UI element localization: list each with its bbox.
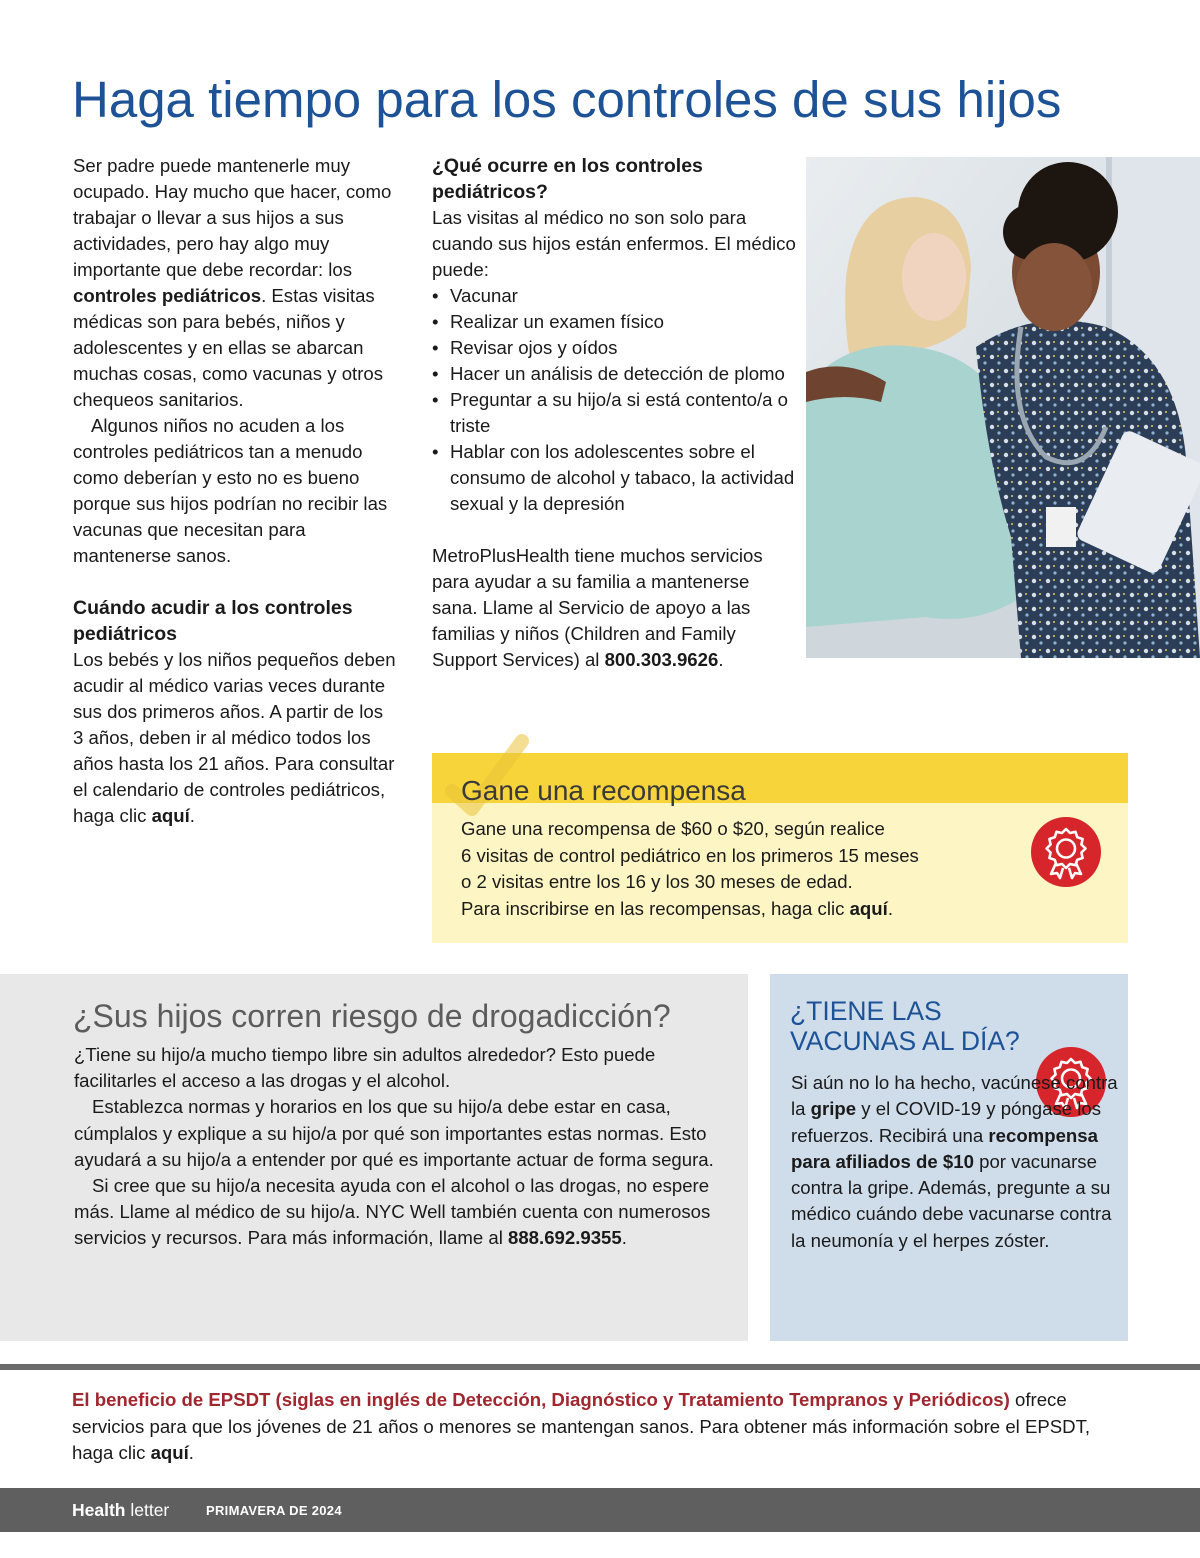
list-item: • Vacunar bbox=[432, 283, 797, 309]
when-to-go-paragraph: Los bebés y los niños pequeños deben acudir al médico varias veces durante sus dos primeros años. A partir de los 3 años, deben ir al médico todos los años hasta los 21 años. Para consultar el calendario de controles pediátricos, haga clic aquí. bbox=[73, 649, 396, 826]
list-item: • Revisar ojos y oídos bbox=[432, 335, 797, 361]
list-item: • Hablar con los adolescentes sobre el consumo de alcohol y tabaco, la actividad sexual y la depresión bbox=[432, 439, 797, 517]
divider bbox=[0, 1364, 1200, 1370]
issue-label: PRIMAVERA DE 2024 bbox=[206, 1503, 342, 1518]
vaccines-text: Si aún no lo ha hecho, vacúnese contra la gripe y el COVID-19 y póngase los refuerzos. Recibirá una recompensa para afiliados de $10 por vacunarse contra la gripe. Además, pregunte a su médico cuándo debe vacunarse contra la neumonía y el herpes zóster. bbox=[791, 1072, 1118, 1251]
checkups-emphasis: controles pediátricos bbox=[73, 285, 262, 306]
nyc-well-phone: 888.692.9355 bbox=[508, 1227, 622, 1249]
checkup-info-column bbox=[432, 153, 797, 673]
list-item: • Realizar un examen físico bbox=[432, 309, 797, 335]
page-title: Haga tiempo para los controles de sus hijos bbox=[72, 71, 1062, 128]
drug-risk-section bbox=[0, 974, 748, 1341]
metroplus-paragraph: MetroPlusHealth tiene muchos servicios para ayudar a su familia a mantenerse sana. Llame al Servicio de apoyo a las familias y niños (Children and Family Support Services) al 800.303.9626. bbox=[432, 545, 763, 670]
reward-callout bbox=[432, 753, 1128, 943]
member-reward-emphasis: recompensa para afiliados de $10 bbox=[791, 1124, 1098, 1172]
list-item: • Hacer un análisis de detección de plomo bbox=[432, 361, 797, 387]
schedule-link[interactable]: aquí bbox=[151, 805, 190, 826]
intro-paragraph: Ser padre puede mantenerle muy ocupado. Hay mucho que hacer, como trabajar o llevar a sus hijos a sus actividades, pero hay algo muy importante que debe recordar: los controles pediátricos. Estas visitas médicas son para bebés, niños y adolescentes y en ellas se abarcan muchas cosas, como vacunas y otros chequeos sanitarios. bbox=[73, 155, 392, 410]
reward-text: Gane una recompensa de $60 o $20, según realice 6 visitas de control pediátrico en los primeros 15 meses o 2 visitas entre los 16 y los 30 meses de edad. Para inscribirse en las recompensas, haga clic aquí. bbox=[461, 818, 919, 919]
epsdt-paragraph: El beneficio de EPSDT (siglas en inglés de Detección, Diagnóstico y Tratamiento Tempranos y Periódicos) ofrece servicios para que los jóvenes de 21 años o menores se mantengan sanos. Para obtener más información sobre el EPSDT, haga clic aquí. bbox=[72, 1389, 1091, 1463]
support-phone: 800.303.9626 bbox=[604, 649, 719, 670]
intro-column bbox=[73, 153, 398, 829]
newsletter-brand: Health letter bbox=[72, 1500, 170, 1520]
when-to-go-heading: Cuándo acudir a los controles pediátricos bbox=[73, 597, 353, 645]
rewards-signup-link[interactable]: aquí bbox=[849, 897, 888, 919]
vaccines-section bbox=[770, 974, 1128, 1341]
vaccines-title: ¿TIENE LAS VACUNAS AL DÍA? bbox=[790, 996, 1020, 1056]
reward-title: Gane una recompensa bbox=[461, 775, 746, 806]
what-happens-intro: Las visitas al médico no son solo para cuando sus hijos están enfermos. El médico puede: bbox=[432, 207, 796, 280]
epsdt-link[interactable]: aquí bbox=[150, 1442, 189, 1463]
drug-risk-text: ¿Tiene su hijo/a mucho tiempo libre sin adultos alrededor? Esto puede facilitarles el acceso a las drogas y el alcohol. Establezca normas y horarios en los que su hijo/a debe estar en casa, cúmplalos y explique a su hijo/a por qué son importantes estas normas. Esto ayudará a su hijo/a a entender por qué es importante actuar de forma segura. Si cree que su hijo/a necesita ayuda con el alcohol o las drogas, no espere más. Llame al médico de su hijo/a. NYC Well también cuenta con numerosos servicios y recursos. Para más información, llame al 888.692.9355. bbox=[74, 1044, 714, 1249]
what-happens-heading: ¿Qué ocurre en los controles pediátricos? bbox=[432, 155, 703, 203]
doctor-with-child-photo bbox=[806, 157, 1200, 658]
list-item: • Preguntar a su hijo/a si está contento/a o triste bbox=[432, 387, 797, 439]
drug-risk-title: ¿Sus hijos corren riesgo de drogadicción? bbox=[73, 998, 671, 1034]
page-footer bbox=[0, 1488, 1200, 1532]
doctor-services-list bbox=[432, 283, 797, 517]
award-ribbon-icon bbox=[1030, 816, 1102, 888]
missed-checkups-paragraph: Algunos niños no acuden a los controles pediátricos tan a menudo como deberían y esto no es bueno porque sus hijos podrían no recibir las vacunas que necesitan para mantenerse sanos. bbox=[73, 415, 388, 566]
